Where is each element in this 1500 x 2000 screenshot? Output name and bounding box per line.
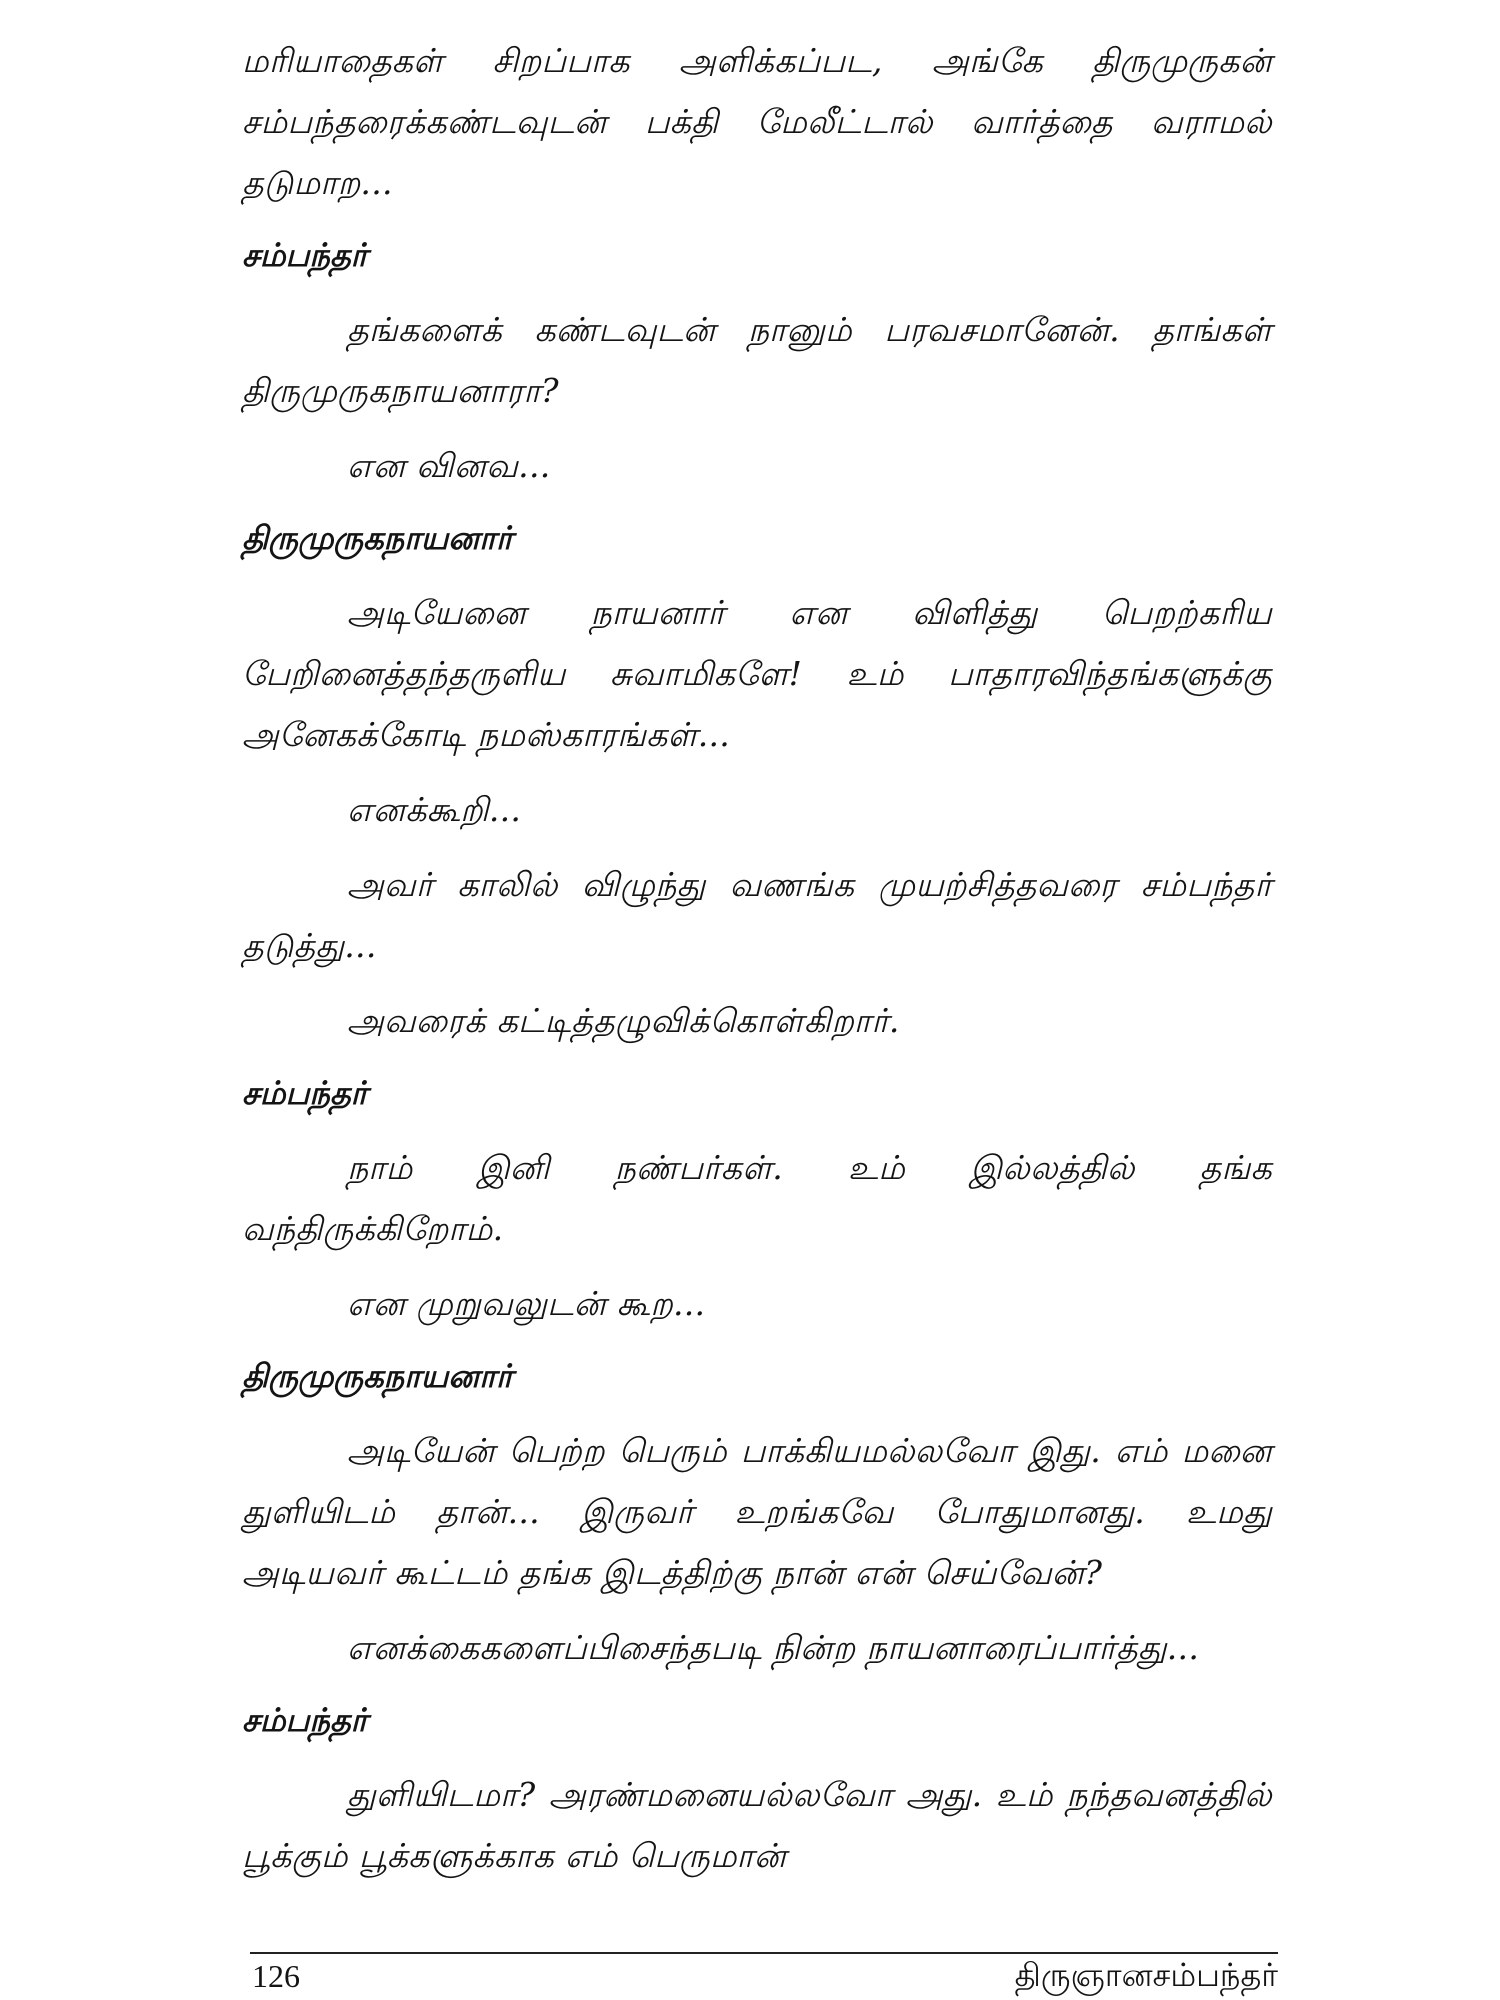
running-title: திருஞானசம்பந்தர் — [1014, 1956, 1278, 1994]
paragraph: எனக்கூறி... — [347, 790, 522, 829]
page-number: 126 — [252, 1958, 300, 1994]
paragraph: எனக்கைகளைப்பிசைந்தபடி நின்ற நாயனாரைப்பார்த்து... — [347, 1628, 1200, 1667]
paragraph: என வினவ... — [347, 446, 551, 485]
speaker-heading: சம்பந்தர் — [242, 1074, 368, 1112]
paragraph: துளியிடமா? அரண்மனையல்லவோ அது. உம் நந்தவனத்தில் பூக்கும் பூக்களுக்காக எம் பெருமான் — [242, 1775, 1272, 1875]
paragraph: அவரைக் கட்டித்தழுவிக்கொள்கிறார். — [347, 1001, 900, 1040]
speaker-heading: சம்பந்தர் — [242, 1701, 368, 1739]
paragraph: அடியேன் பெற்ற பெரும் பாக்கியமல்லவோ இது. எம் மனை துளியிடம் தான்... இருவர் உறங்கவே போதுமானது. உமது அடியவர் கூட்டம் தங்க இடத்திற்கு நான் என் செய்வேன்? — [242, 1431, 1272, 1592]
page-body — [242, 30, 1272, 1900]
paragraph: அவர் காலில் விழுந்து வணங்க முயற்சித்தவரை சம்பந்தர் தடுத்து... — [242, 865, 1272, 965]
speaker-heading: சம்பந்தர் — [242, 236, 368, 274]
speaker-heading: திருமுருகநாயனார் — [242, 1357, 513, 1395]
paragraph: அடியேனை நாயனார் என விளித்து பெறற்கரிய பேறினைத்தந்தருளிய சுவாமிகளே! உம் பாதாரவிந்தங்களுக்கு அனேகக்கோடி நமஸ்காரங்கள்... — [242, 593, 1272, 754]
paragraph: நாம் இனி நண்பர்கள். உம் இல்லத்தில் தங்க வந்திருக்கிறோம். — [242, 1148, 1272, 1248]
speaker-heading: திருமுருகநாயனார் — [242, 519, 513, 557]
paragraph: மரியாதைகள் சிறப்பாக அளிக்கப்பட, அங்கே திருமுருகன் சம்பந்தரைக்கண்டவுடன் பக்தி மேலீட்டால் வார்த்தை வராமல் தடுமாற... — [242, 41, 1272, 202]
footer-rule — [250, 1952, 1278, 1954]
paragraph: என முறுவலுடன் கூற... — [347, 1284, 706, 1323]
paragraph: தங்களைக் கண்டவுடன் நானும் பரவசமானேன். தாங்கள் திருமுருகநாயனாரா? — [242, 310, 1272, 410]
